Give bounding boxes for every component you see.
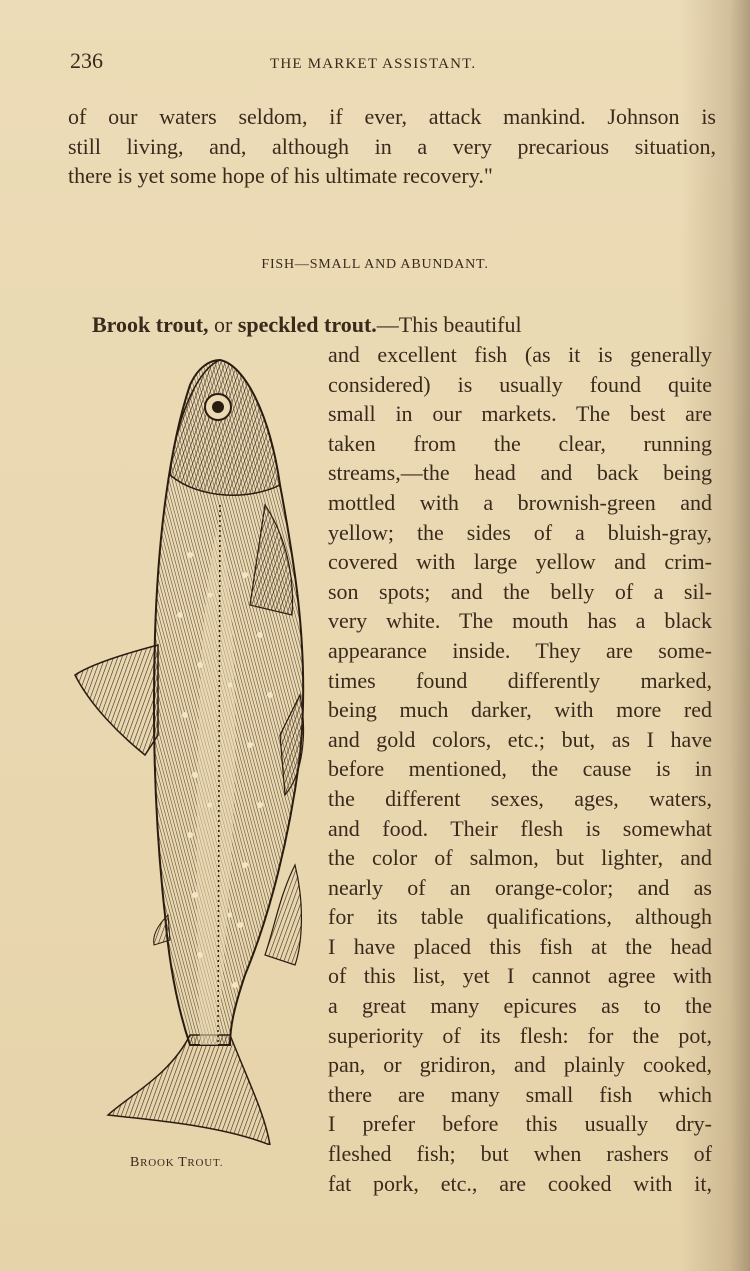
text-line: before mentioned, the cause is in xyxy=(328,756,712,782)
text-line: streams,—the head and back being xyxy=(328,460,712,486)
caption-smallcaps: ROOK xyxy=(140,1157,179,1169)
entry-term: Brook trout, xyxy=(92,312,209,337)
entry-connector: or xyxy=(208,312,238,337)
continued-paragraph xyxy=(68,102,716,191)
text-line: appearance inside. They are some- xyxy=(328,637,712,663)
text-line: fleshed fish; but when rashers of xyxy=(328,1141,712,1167)
running-title: THE MARKET ASSISTANT. xyxy=(270,56,477,72)
text-line: yellow; the sides of a bluish-gray, xyxy=(328,519,712,545)
text-line: I prefer before this usually dry- xyxy=(328,1111,712,1137)
text-line: of this list, yet I cannot agree with xyxy=(328,963,712,989)
text-line: pan, or gridiron, and plainly cooked, xyxy=(328,1052,712,1078)
text-line: the color of salmon, but lighter, and xyxy=(328,845,712,871)
text-line: there is yet some hope of his ultimate recovery." xyxy=(68,163,493,189)
text-line: taken from the clear, running xyxy=(328,430,712,456)
text-line: being much darker, with more red xyxy=(328,697,712,723)
text-line: the different sexes, ages, waters, xyxy=(328,785,712,811)
text-line: nearly of an orange-color; and as xyxy=(328,874,712,900)
page-number: 236 xyxy=(70,48,103,73)
text-line: of our waters seldom, if ever, attack mankind. Johnson is xyxy=(68,104,716,129)
entry-term-alt: speckled trout. xyxy=(237,312,377,337)
text-line: mottled with a brownish-green and xyxy=(328,489,712,515)
running-head xyxy=(70,48,730,78)
text-line: very white. The mouth has a black xyxy=(328,608,712,634)
text-line: son spots; and the belly of a sil- xyxy=(328,578,712,604)
caption-initial: T xyxy=(178,1155,188,1170)
text-line: and excellent fish (as it is generally xyxy=(328,342,712,367)
text-line: there are many small fish which xyxy=(328,1081,712,1107)
text-line: still living, and, although in a very precarious situation, xyxy=(68,133,716,159)
brook-trout-illustration xyxy=(70,355,310,1145)
text-line: for its table qualifications, although xyxy=(328,904,712,930)
caption-initial: B xyxy=(130,1155,141,1170)
entry-first-line xyxy=(92,310,714,340)
text-line: I have placed this fish at the head xyxy=(328,933,712,959)
text-line: and food. Their flesh is somewhat xyxy=(328,815,712,841)
text-line: fat pork, etc., are cooked with it, xyxy=(328,1170,712,1196)
text-line: a great many epicures as to the xyxy=(328,993,712,1019)
body-text-column xyxy=(328,340,712,1198)
trout-engraving-icon xyxy=(70,355,310,1145)
text-line: small in our markets. The best are xyxy=(328,401,712,427)
text-line: covered with large yellow and crim- xyxy=(328,549,712,575)
text-line: times found differently marked, xyxy=(328,667,712,693)
text-line: superiority of its flesh: for the pot, xyxy=(328,1022,712,1048)
caption-smallcaps: ROUT. xyxy=(187,1157,224,1169)
entry-text-start: —This beautiful xyxy=(376,312,522,337)
text-line: considered) is usually found quite xyxy=(328,371,712,397)
text-line: and gold colors, etc.; but, as I have xyxy=(328,726,712,752)
section-heading: FISH—SMALL AND ABUNDANT. xyxy=(261,257,489,272)
figure-caption xyxy=(130,1155,223,1171)
